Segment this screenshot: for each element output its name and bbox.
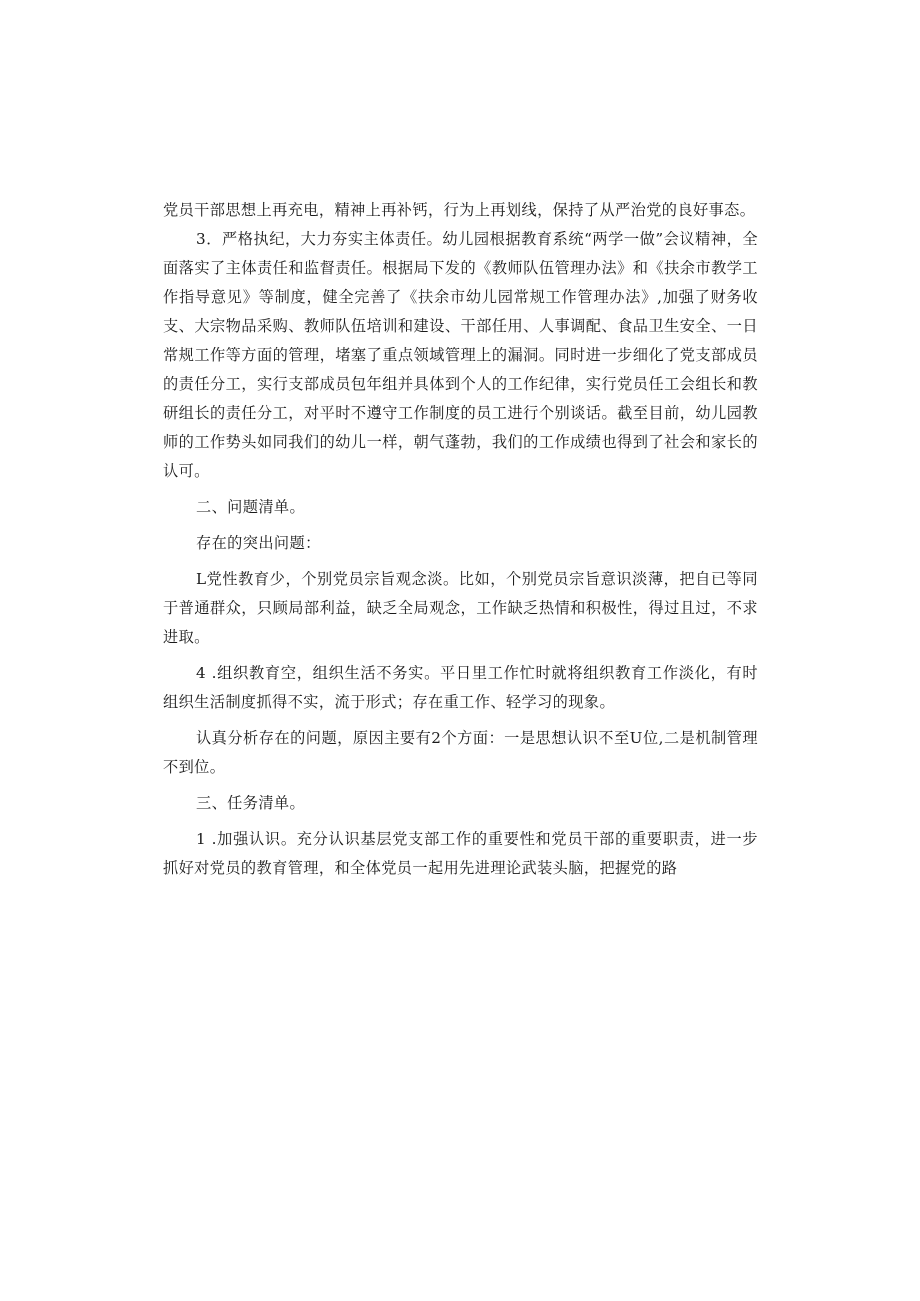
paragraph-cause-analysis: 认真分析存在的问题，原因主要有2个方面：一是思想认识不至U位,二是机制管理不到位。 [163,729,758,776]
paragraph-strict-discipline: 3．严格执纪，大力夯实主体责任。幼儿园根据教育系统“两学一做”会议精神，全面落实了主体责任和监督责任。根据局下发的《教师队伍管理办法》和《扶余市教学工作指导意见》等制度，健全完善了《扶余市幼儿园常规工作管理办法》,加强了财务收支、大宗物品采购、教师队伍培训和建设、干部任用、人事调配、食品卫生安全、一日常规工作等方面的管理，堵塞了重点领域管理上的漏洞。同时进一步细化了党支部成员的责任分工，实行支部成员包年组并具体到个人的工作纪律，实行党员任工会组长和教研组长的责任分工，对平时不遵守工作制度的员工进行个别谈话。截至目前，幼儿园教师的工作势头如同我们的幼儿一样，朝气蓬勃，我们的工作成绩也得到了社会和家长的认可。 [163,230,758,480]
section-heading-task-list: 三、任务清单。 [196,794,306,812]
paragraph-problem-1: L党性教育少，个别党员宗旨观念淡。比如，个别党员宗旨意识淡薄，把自已等同于普通群众，只顾局部利益，缺乏全局观念，工作缺乏热情和积极性，得过且过，不求进取。 [163,570,758,646]
subheading-outstanding-problems: 存在的突出问题： [196,534,321,552]
paragraph-continuation: 党员干部思想上再充电，精神上再补钙，行为上再划线，保持了从严治党的良好事态。 [163,201,756,219]
section-heading-problem-list: 二、问题清单。 [196,498,306,516]
paragraph-problem-4: 4 .组织教育空，组织生活不务实。平日里工作忙时就将组织教育工作淡化，有时组织生活制度抓得不实，流于形式；存在重工作、轻学习的现象。 [163,664,758,711]
paragraph-task-1: 1 .加强认识。充分认识基层党支部工作的重要性和党员干部的重要职责，进一步抓好对党员的教育管理，和全体党员一起用先进理论武装头脑，把握党的路 [163,830,758,877]
document-body [163,196,758,890]
